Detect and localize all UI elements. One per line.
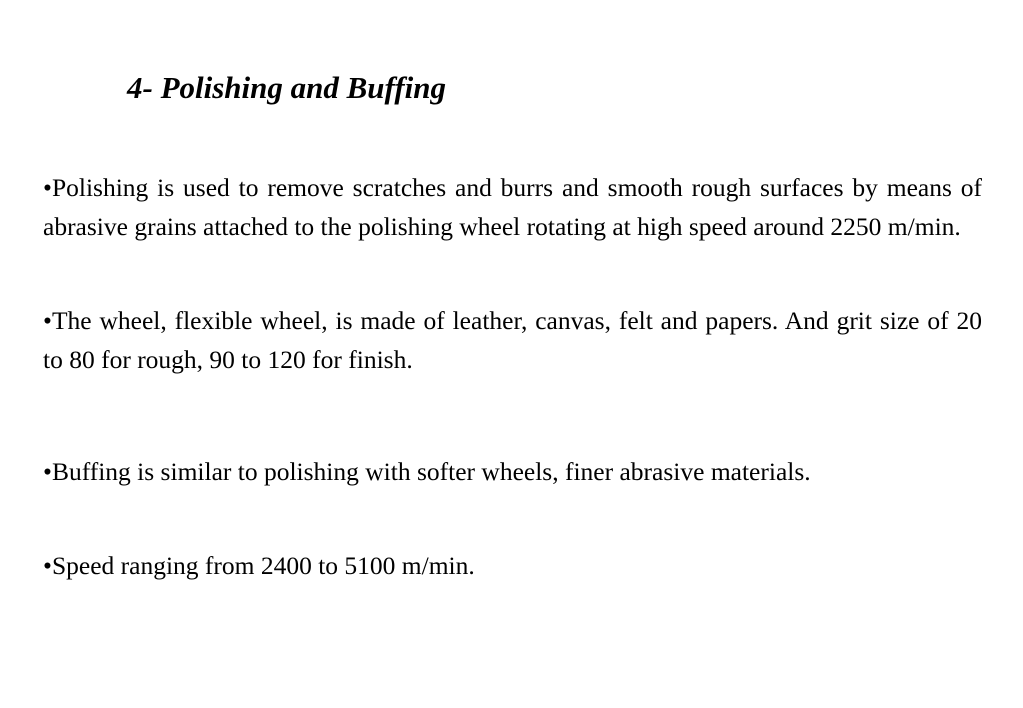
bullet-wheel-materials [43,302,982,379]
bullet-marker: • [43,306,52,335]
bullet-marker: • [43,173,52,202]
slide-title: 4- Polishing and Buffing [127,70,446,105]
bullet-text: The wheel, flexible wheel, is made of leather, canvas, felt and papers. And grit size of 20 to 80 for rough, 90 to 120 for finish. [43,306,982,374]
bullet-polishing-definition [43,169,982,246]
bullet-text: Polishing is used to remove scratches and burrs and smooth rough surfaces by means of abrasive grains attached to the polishing wheel rotating at high speed around 2250 m/min. [43,173,982,241]
bullet-text: Buffing is similar to polishing with softer wheels, finer abrasive materials. [51,457,811,486]
bullet-buffing-definition [43,453,982,492]
bullet-text: Speed ranging from 2400 to 5100 m/min. [51,551,475,580]
bullet-marker: • [43,551,52,580]
bullet-buffing-speed [43,547,982,586]
bullet-marker: • [43,457,52,486]
